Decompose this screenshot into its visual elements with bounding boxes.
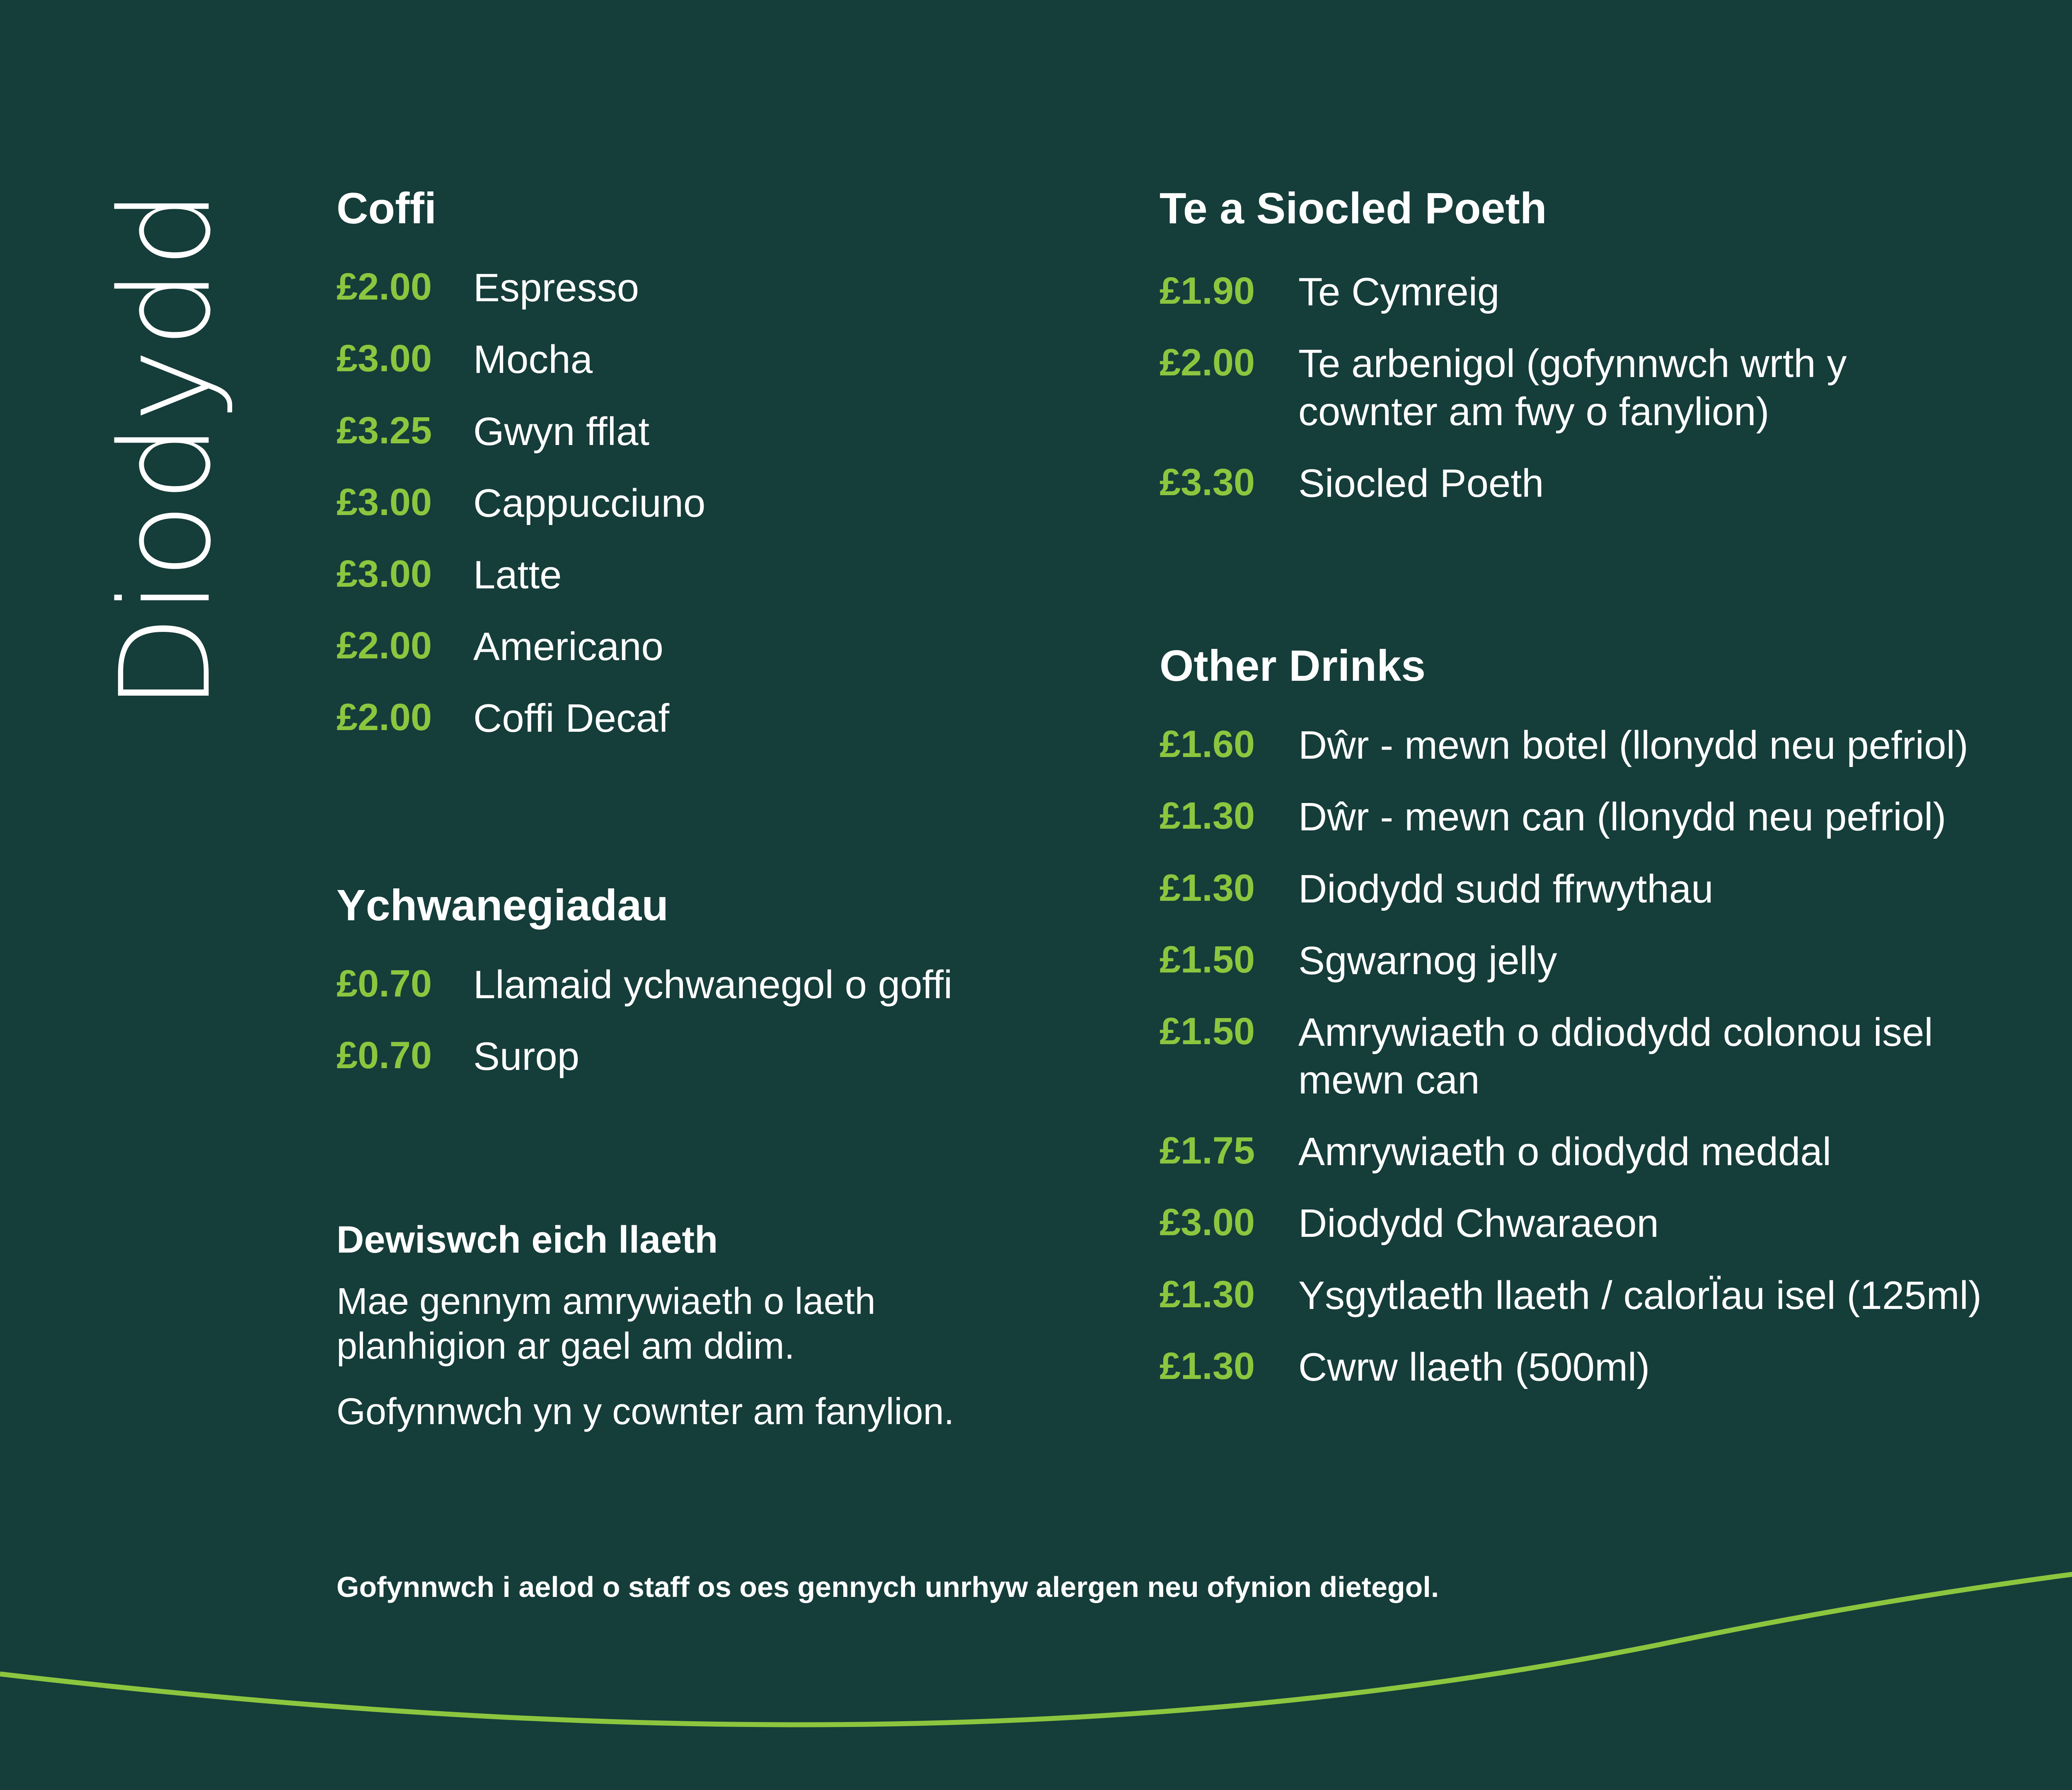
extras-item <box>336 1033 1041 1080</box>
item-price: £3.30 <box>1159 461 1255 503</box>
item-price: £1.30 <box>1159 1345 1255 1387</box>
item-price: £3.00 <box>336 481 432 523</box>
extras-item <box>336 961 1041 1009</box>
coffee-item <box>336 479 1041 527</box>
item-price: £3.00 <box>336 337 432 380</box>
other-item <box>1159 1343 2072 1391</box>
tea-item <box>1159 460 2072 507</box>
item-price: £2.00 <box>1159 341 1255 384</box>
item-price: £2.00 <box>336 624 432 667</box>
other-item <box>1159 793 2072 841</box>
item-name: Surop <box>473 1034 580 1079</box>
item-name: Cappucciuno <box>473 481 706 525</box>
item-price: £1.30 <box>1159 1273 1255 1316</box>
item-price: £3.00 <box>1159 1201 1255 1244</box>
item-name: Cwrw llaeth (500ml) <box>1298 1345 1650 1389</box>
item-name: Amrywiaeth o diodydd meddal <box>1298 1130 1832 1174</box>
other-item <box>1159 937 2072 984</box>
other-item <box>1159 1272 2072 1319</box>
item-name: Gwyn fflat <box>473 409 650 454</box>
item-name: Latte <box>473 552 562 597</box>
item-name: Dŵr - mewn botel (llonydd neu pefriol) <box>1298 723 1968 768</box>
item-price: £1.50 <box>1159 1010 1255 1052</box>
item-price: £2.00 <box>336 266 432 308</box>
column-tea <box>1159 182 2072 1391</box>
item-name: Siocled Poeth <box>1298 461 1544 506</box>
milk-text: Mae gennym amrywiaeth o laeth planhigion ar gael am ddim. <box>336 1281 876 1367</box>
milk-text: Gofynnwch yn y cownter am fanylion. <box>336 1391 954 1433</box>
item-name: Te arbenigol (gofynnwch wrth y cownter am fwy o fanylion) <box>1298 341 1847 434</box>
item-name: Espresso <box>473 266 639 310</box>
item-price: £1.30 <box>1159 866 1255 909</box>
item-price: £1.75 <box>1159 1130 1255 1172</box>
item-price: £1.60 <box>1159 723 1255 766</box>
extras-heading: Ychwanegiadau <box>336 880 669 930</box>
coffee-item <box>336 408 1041 455</box>
item-price: £3.25 <box>336 409 432 452</box>
other-drinks-heading: Other Drinks <box>1159 641 1426 690</box>
other-item <box>1159 1009 2072 1104</box>
coffee-item <box>336 264 1041 312</box>
item-name: Dŵr - mewn can (llonydd neu pefriol) <box>1298 795 1946 839</box>
item-price: £2.00 <box>336 696 432 739</box>
tea-item <box>1159 268 2072 316</box>
item-price: £1.90 <box>1159 270 1255 312</box>
item-price: £1.30 <box>1159 795 1255 837</box>
other-item <box>1159 1128 2072 1176</box>
tea-item <box>1159 340 2072 435</box>
item-name: Sgwarnog jelly <box>1298 938 1557 983</box>
item-name: Americano <box>473 624 663 669</box>
coffee-item <box>336 551 1041 599</box>
item-name: Diodydd Chwaraeon <box>1298 1201 1659 1246</box>
item-name: Diodydd sudd ffrwythau <box>1298 866 1714 911</box>
coffee-item <box>336 336 1041 383</box>
item-name: Llamaid ychwanegol o goffi <box>473 962 953 1007</box>
coffee-heading: Coffi <box>336 184 437 233</box>
item-name: Te Cymreig <box>1298 270 1500 314</box>
item-name: Ysgytlaeth llaeth / calorÏau isel (125ml) <box>1298 1273 1982 1318</box>
milk-heading: Dewiswch eich llaeth <box>336 1219 718 1261</box>
other-item <box>1159 721 2072 769</box>
allergen-note: Gofynnwch i aelod o staff os oes gennych unrhyw alergen neu ofynion dietegol. <box>336 1571 1439 1603</box>
item-price: £0.70 <box>336 962 432 1005</box>
coffee-item <box>336 623 1041 670</box>
item-name: Coffi Decaf <box>473 696 670 741</box>
item-price: £3.00 <box>336 552 432 595</box>
tea-heading: Te a Siocled Poeth <box>1159 184 1547 233</box>
item-name: Amrywiaeth o ddiodydd colonou isel mewn can <box>1298 1010 1933 1103</box>
other-item <box>1159 1200 2072 1247</box>
item-price: £0.70 <box>336 1034 432 1076</box>
other-item <box>1159 865 2072 913</box>
item-name: Mocha <box>473 337 593 382</box>
item-price: £1.50 <box>1159 938 1255 981</box>
coffee-item <box>336 694 1041 742</box>
menu-title: Diodydd <box>93 188 238 711</box>
column-coffee <box>336 182 1041 1434</box>
